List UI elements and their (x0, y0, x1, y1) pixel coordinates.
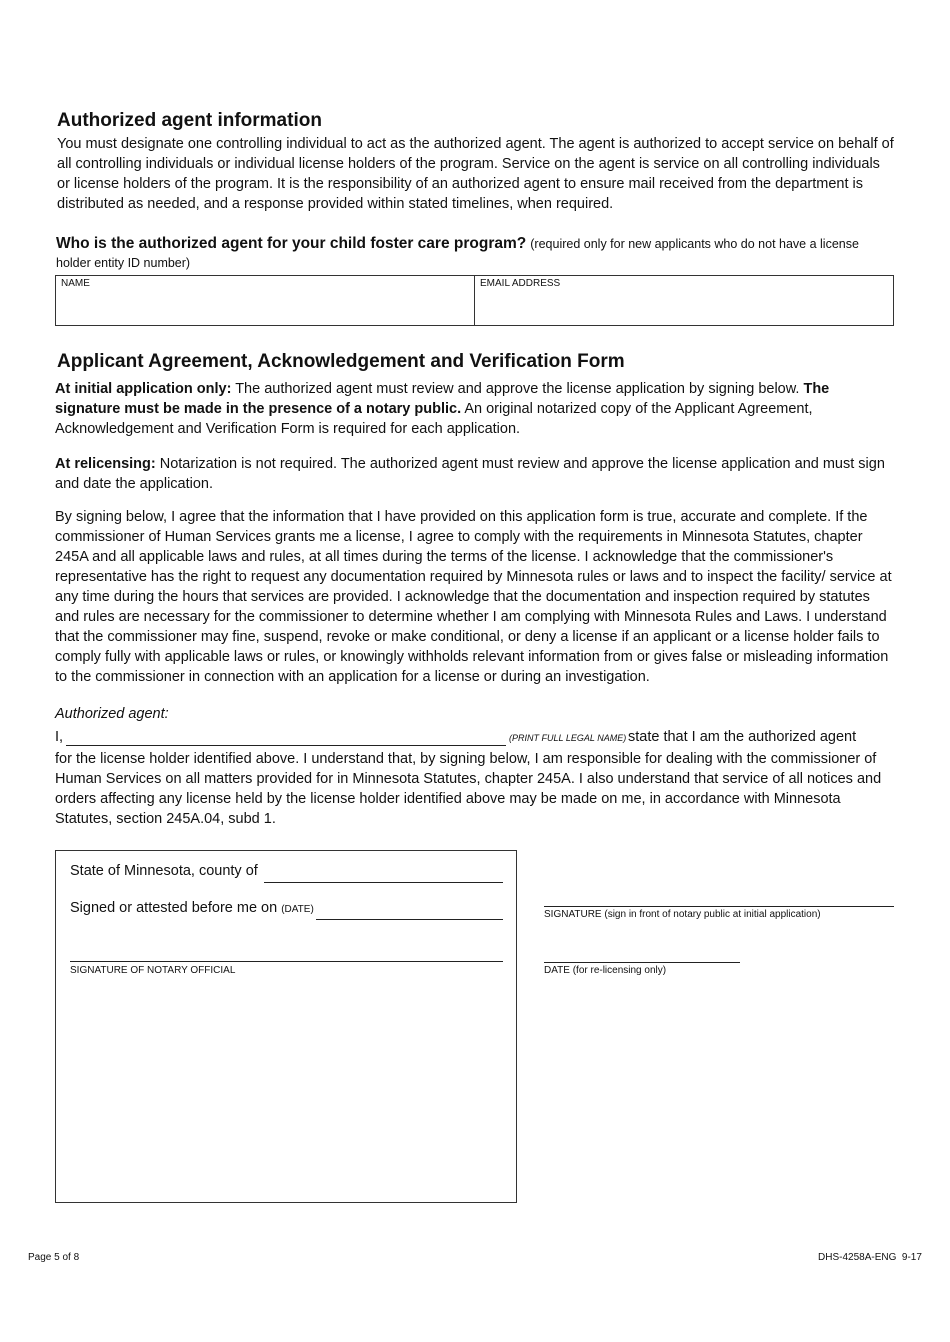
signed-before-label (70, 900, 314, 916)
email-field[interactable] (474, 275, 894, 326)
agent-question-note: (required only for new applicants who do not have a license holder entity ID number) (56, 237, 859, 270)
relicensing-text: Notarization is not required. The authorized agent must review and approve the license application and must sign and date the application. (55, 456, 885, 492)
initial-text-2: An original notarized copy of the Applicant Agreement, Acknowledgement and Verification Form is required for each application. (55, 401, 813, 437)
county-line[interactable] (264, 865, 503, 883)
initial-application-paragraph (55, 379, 895, 439)
notary-signature-line[interactable] (70, 946, 503, 962)
notary-signature-label: SIGNATURE OF NOTARY OFFICIAL (70, 965, 236, 976)
initial-bold-2: The signature must be made in the presence of a notary public. (55, 381, 830, 417)
i-prefix: I, (55, 729, 64, 745)
page-number: Page 5 of 8 (28, 1252, 80, 1263)
agent-question (56, 234, 896, 273)
agent-info-paragraph: You must designate one controlling individual to act as the authorized agent. The agent is authorized to accept service on behalf of all controlling individuals or individual license holders of the program. Service on the agent is service on all controlling individuals or license holders of the program. It is the responsibility of an authorized agent to ensure mail received from the department is distributed as needed, and a response provided within stated timelines, when required. (57, 136, 894, 212)
agent-question-text: Who is the authorized agent for your child foster care program? (56, 235, 527, 252)
form-id: DHS-4258A-ENG 9-17 (818, 1252, 922, 1263)
initial-text-1: The authorized agent must review and approve the license application by signing below. (231, 381, 804, 397)
print-name-line[interactable] (66, 729, 506, 746)
print-name-label: (PRINT FULL LEGAL NAME) (509, 733, 627, 743)
signed-before-text: Signed or attested before me on (70, 900, 278, 916)
email-field-label: EMAIL ADDRESS (480, 278, 561, 289)
relicensing-date-label: DATE (for re-licensing only) (544, 965, 667, 976)
name-field[interactable] (55, 275, 475, 326)
agent-continuation-paragraph: for the license holder identified above. I understand that, by signing below, I am responsible for dealing with the commissioner of Human Services on all matters provided for in Minnesota Statutes, chapter 245A. I also understand that service of all notices and orders affecting any license held by the license holder identified above may be made on me, in accordance with Minnesota Statutes, section 245A.04, subd 1. (55, 751, 882, 827)
relicensing-date-line[interactable] (544, 946, 740, 963)
relicensing-paragraph (55, 454, 895, 494)
state-text: state that I am the authorized agent (628, 729, 857, 745)
signing-paragraph: By signing below, I agree that the information that I have provided on this application form is true, accurate and complete. If the commissioner of Human Services grants me a license, I agree to comply with the requirements in Minnesota Statutes, chapter 245A and all applicable laws and rules, at all times during the terms of the license. I acknowledge that the commissioner's representative has the right to request any documentation required by Minnesota rules or laws and to inspect the facility/ service at any time during the hours that services are provided. I acknowledge that the documentation and inspection required by statutes and rules are necessary for the commissioner to determine whether I am complying with Minnesota Rules and Laws. I understand that the commissioner may fine, suspend, revoke or make conditional, or deny a license if an applicant or a license holder fails to comply fully with applicable laws or rules, or knowingly withholds relevant information from or gives false or misleading information to the commissioner in connection with an application for a license or during an investigation. (55, 509, 892, 685)
county-label: State of Minnesota, county of (70, 863, 258, 879)
section-heading-agreement: Applicant Agreement, Acknowledgement and Verification Form (57, 351, 625, 372)
notary-box (55, 850, 517, 1203)
agent-signature-line[interactable] (544, 890, 894, 907)
name-field-label: NAME (61, 278, 90, 289)
attest-date-line[interactable] (316, 902, 503, 920)
signed-before-date-small: (DATE) (281, 904, 314, 915)
agent-signature-label: SIGNATURE (sign in front of notary public at initial application) (544, 909, 821, 920)
initial-bold: At initial application only: (55, 381, 232, 397)
relicensing-bold: At relicensing: (55, 456, 156, 472)
section-heading-agent-info: Authorized agent information (57, 110, 322, 131)
authorized-agent-label: Authorized agent: (55, 706, 169, 722)
